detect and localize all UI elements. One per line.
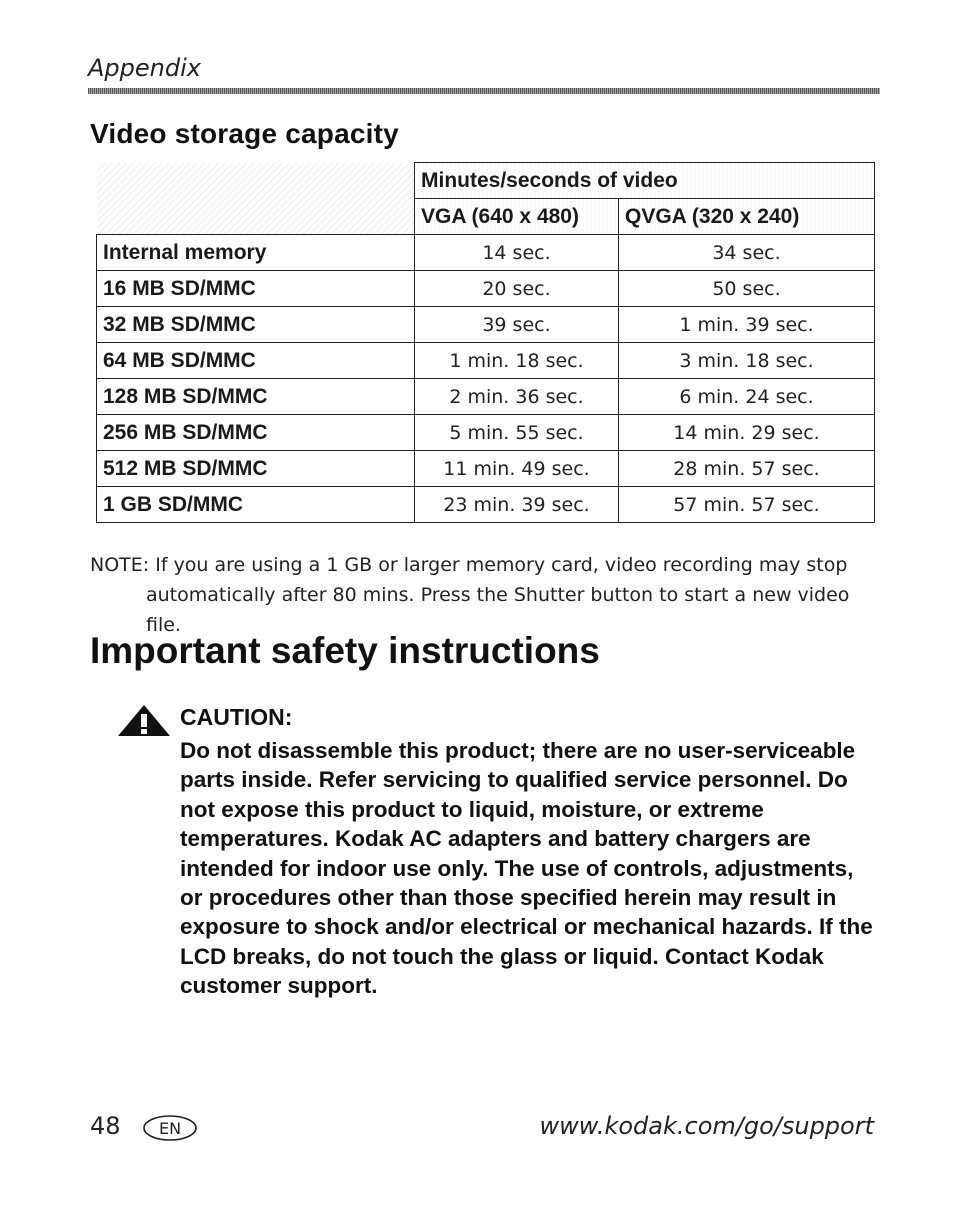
video-storage-title: Video storage capacity <box>90 118 399 149</box>
video-storage-table <box>96 162 875 523</box>
qvga-value: 34 sec. <box>619 235 875 271</box>
vga-value: 2 min. 36 sec. <box>415 379 619 415</box>
table-row <box>97 415 875 451</box>
note-label: NOTE: <box>90 554 150 576</box>
vga-value: 20 sec. <box>415 271 619 307</box>
qvga-value: 14 min. 29 sec. <box>619 415 875 451</box>
support-url[interactable]: www.kodak.com/go/support <box>539 1112 874 1140</box>
storage-note <box>90 550 880 640</box>
table-corner-cell <box>97 163 415 235</box>
qvga-value: 57 min. 57 sec. <box>619 487 875 523</box>
page-number: 48 <box>90 1112 121 1140</box>
table-row <box>97 343 875 379</box>
qvga-value: 6 min. 24 sec. <box>619 379 875 415</box>
header-divider <box>88 88 880 94</box>
vga-value: 11 min. 49 sec. <box>415 451 619 487</box>
row-label: 64 MB SD/MMC <box>97 343 415 379</box>
qvga-value: 28 min. 57 sec. <box>619 451 875 487</box>
caution-label: CAUTION: <box>180 704 293 730</box>
column-header-vga: VGA (640 x 480) <box>415 199 619 235</box>
table-row <box>97 451 875 487</box>
vga-value: 1 min. 18 sec. <box>415 343 619 379</box>
caution-text: Do not disassemble this product; there are no user-serviceable parts inside. Refer servicing to qualified service personnel. Do not expose this product to liquid, moisture, or extreme temperatures. Kodak AC adapters and battery chargers are intended for indoor use only. The use of controls, adjustments, or procedures other than those specified herein may result in exposure to shock and/or electrical or mechanical hazards. If the LCD breaks, do not touch the glass or liquid. Contact Kodak customer support. <box>180 738 873 999</box>
language-badge-text: EN <box>158 1119 182 1138</box>
qvga-value: 1 min. 39 sec. <box>619 307 875 343</box>
qvga-value: 50 sec. <box>619 271 875 307</box>
safety-title: Important safety instructions <box>90 630 600 671</box>
table-row <box>97 487 875 523</box>
note-line-2: automatically after 80 mins. Press the Shutter button to start a new video file. <box>146 584 850 636</box>
row-label: 32 MB SD/MMC <box>97 307 415 343</box>
language-badge-icon <box>142 1114 198 1142</box>
section-header-label: Appendix <box>88 54 201 82</box>
vga-value: 5 min. 55 sec. <box>415 415 619 451</box>
table-header-row <box>97 163 875 199</box>
group-header-cell: Minutes/seconds of video <box>415 163 875 199</box>
warning-triangle-icon <box>116 703 172 737</box>
note-line-1: If you are using a 1 GB or larger memory card, video recording may stop <box>155 554 848 576</box>
row-label: 256 MB SD/MMC <box>97 415 415 451</box>
table-row <box>97 379 875 415</box>
row-label: 16 MB SD/MMC <box>97 271 415 307</box>
vga-value: 39 sec. <box>415 307 619 343</box>
vga-value: 23 min. 39 sec. <box>415 487 619 523</box>
vga-value: 14 sec. <box>415 235 619 271</box>
qvga-value: 3 min. 18 sec. <box>619 343 875 379</box>
row-label: 1 GB SD/MMC <box>97 487 415 523</box>
row-label: Internal memory <box>97 235 415 271</box>
table-row <box>97 307 875 343</box>
table-row <box>97 271 875 307</box>
row-label: 512 MB SD/MMC <box>97 451 415 487</box>
table-row <box>97 235 875 271</box>
row-label: 128 MB SD/MMC <box>97 379 415 415</box>
column-header-qvga: QVGA (320 x 240) <box>619 199 875 235</box>
